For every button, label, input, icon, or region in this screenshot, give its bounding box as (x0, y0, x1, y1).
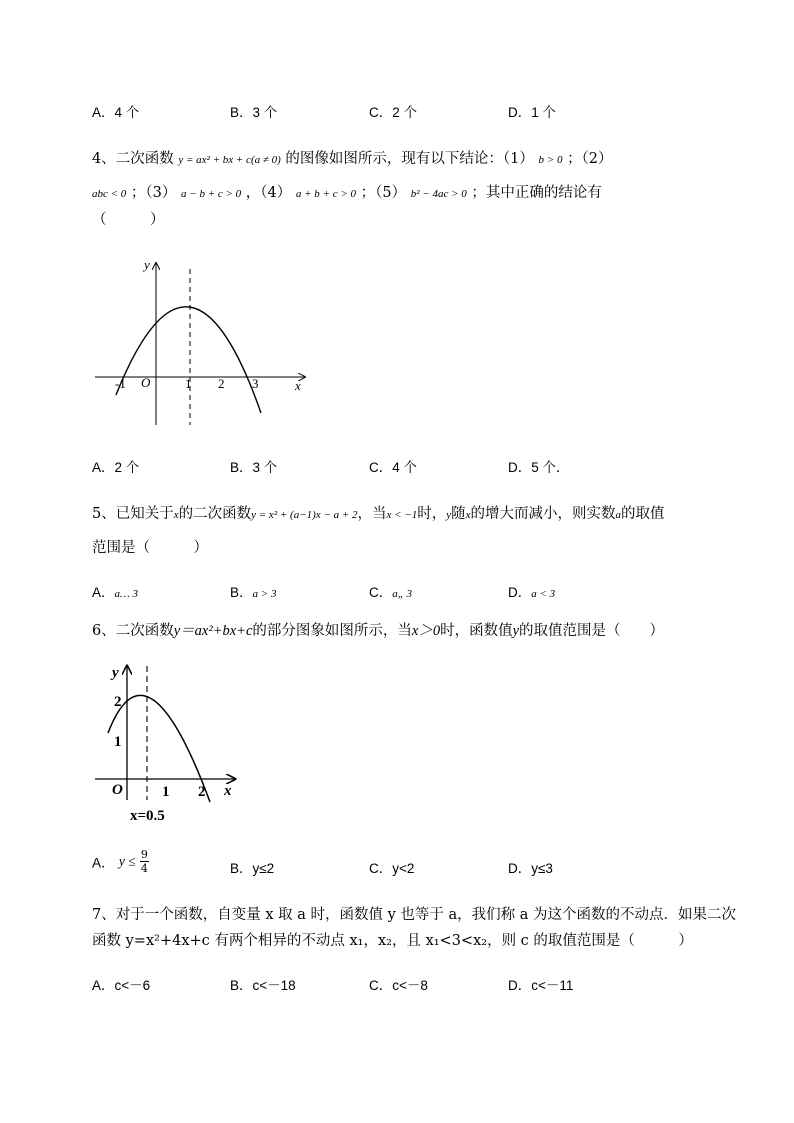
q4-sep4: ；（5） (360, 185, 407, 201)
q5-option-c-text: a„ 3 (392, 588, 413, 600)
q4-tick-neg1: -1 (115, 376, 126, 391)
q5-option-d-text: a < 3 (531, 588, 556, 600)
q4-prefix: 4、二次函数 (92, 151, 174, 167)
q6-text2: 的部分图象如图所示，当 (252, 623, 412, 639)
q6-text4: 的取值范围是（ ） (519, 623, 665, 639)
q5-line2: 范围是（ ） (92, 540, 208, 556)
q6-text3: 时，函数值 (440, 623, 513, 639)
q5-option-b: B．a > 3 (230, 585, 277, 600)
q4-c1: b > 0 (538, 154, 563, 166)
q6-tick-x1: 1 (162, 784, 170, 800)
q5-option-a-text: a… 3 (114, 588, 139, 600)
q6-var-y: y (512, 623, 520, 639)
q6-origin-label: O (112, 782, 123, 798)
q4-line2 (92, 183, 602, 204)
q6-cond: x＞0 (411, 623, 441, 639)
q5-option-a: A．a… 3 (92, 585, 139, 600)
q6-tick-x2: 2 (198, 784, 206, 800)
q5-var-x2: x (465, 509, 471, 521)
q4-tick-2: 2 (218, 376, 225, 391)
q5-option-d: D．a < 3 (508, 585, 556, 600)
q5-var-y: y (446, 509, 452, 521)
q4-option-d: D．5 个． (508, 460, 570, 475)
q5-mid5: 的增大而减小，则实数 (470, 506, 616, 522)
q6-formula: y＝ax²+bx+c (173, 623, 253, 639)
q6-y-label: y (112, 665, 119, 681)
q5-tail: 的取值 (621, 506, 665, 522)
q4-tick-3: 3 (252, 376, 259, 391)
q5-mid2: ，当 (357, 506, 387, 522)
q7-line2: 函数 y=x²+4x+c 有两个相异的不动点 x₁，x₂，且 x₁<3<x₂，则 c 的取值范围是（ ） (92, 933, 693, 949)
q5-option-b-text: a > 3 (252, 588, 277, 600)
q6-parabola-graph (92, 660, 252, 830)
q4-c4: a + b + c > 0 (295, 188, 357, 200)
q6-x-label: x (224, 783, 232, 799)
q4-option-a: A．2 个 (92, 460, 140, 475)
q5-cond: x < −1 (386, 509, 418, 521)
q6-line1 (92, 621, 664, 641)
q4-option-c: C．4 个 (369, 460, 418, 475)
q4-c3: a − b + c > 0 (181, 188, 242, 200)
q5-option-c: C．a„ 3 (369, 585, 413, 600)
q6-option-b: B．y≤2 (230, 861, 275, 876)
q4-sep3: ，（4） (245, 185, 292, 201)
q6-option-d: D．y≤3 (508, 861, 553, 876)
q6-parabola-curve (108, 695, 210, 802)
q6-text1: 6、二次函数 (92, 623, 174, 639)
q4-answer-paren: （ ） (92, 212, 165, 228)
q4-x-label: x (295, 378, 301, 393)
q3-option-a: A．4 个 (92, 105, 140, 120)
q6-option-c: C．y<2 (369, 861, 415, 876)
q3-option-b: B．3 个 (230, 105, 278, 120)
q6-option-a-fraction: $\frac{9}{4}$ (140, 848, 148, 875)
q4-option-b: B．3 个 (230, 460, 278, 475)
q7-line1: 7、对于一个函数，自变量 x 取 a 时，函数值 y 也等于 a，我们称 a 为这个函数的不动点．如果二次 (92, 907, 737, 923)
q4-sep1: ；（2） (567, 151, 613, 167)
q7-option-d: D．c<－11 (508, 978, 574, 993)
q4-formula: y = ax² + bx + c(a ≠ 0) (178, 154, 281, 166)
q5-var-a: a (615, 509, 622, 521)
q4-c2: abc < 0 (92, 188, 127, 200)
q5-mid4: 随 (451, 506, 466, 522)
q6-tick-y1: 1 (114, 734, 122, 750)
q4-c5: b² − 4ac > 0 (410, 188, 467, 200)
q3-option-c: C．2 个 (369, 105, 418, 120)
q7-option-c: C．c<－8 (369, 978, 428, 993)
q4-y-label: y (144, 257, 150, 272)
q5-line1 (92, 504, 665, 525)
q6-tick-y2: 2 (114, 694, 122, 710)
q7-option-a: A．c<－6 (92, 978, 151, 993)
q6-option-a: A． y ≤ $\frac{9}{4}$ (92, 848, 148, 875)
q5-mid3: 时， (417, 506, 447, 522)
q4-mid: 的图像如图所示，现有以下结论：（1） (285, 151, 534, 167)
q4-tail: ；其中正确的结论有 (471, 185, 602, 201)
q4-parabola-graph (90, 255, 320, 435)
q4-sep2: ；（3） (130, 185, 177, 201)
q5-var-x: x (173, 509, 179, 521)
q4-line1 (92, 149, 613, 170)
q5-formula: y = x² + (a−1)x − a + 2 (251, 509, 358, 521)
q3-option-d: D．1 个 (508, 105, 557, 120)
q4-origin-label: O (141, 375, 151, 390)
q6-axis-label: x=0.5 (130, 808, 165, 824)
q5-prefix: 5、已知关于 (92, 506, 174, 522)
q4-parabola-curve (116, 307, 261, 413)
q4-tick-1: 1 (185, 376, 192, 391)
q5-mid1: 的二次函数 (178, 506, 252, 522)
q7-option-b: B．c<－18 (230, 978, 296, 993)
